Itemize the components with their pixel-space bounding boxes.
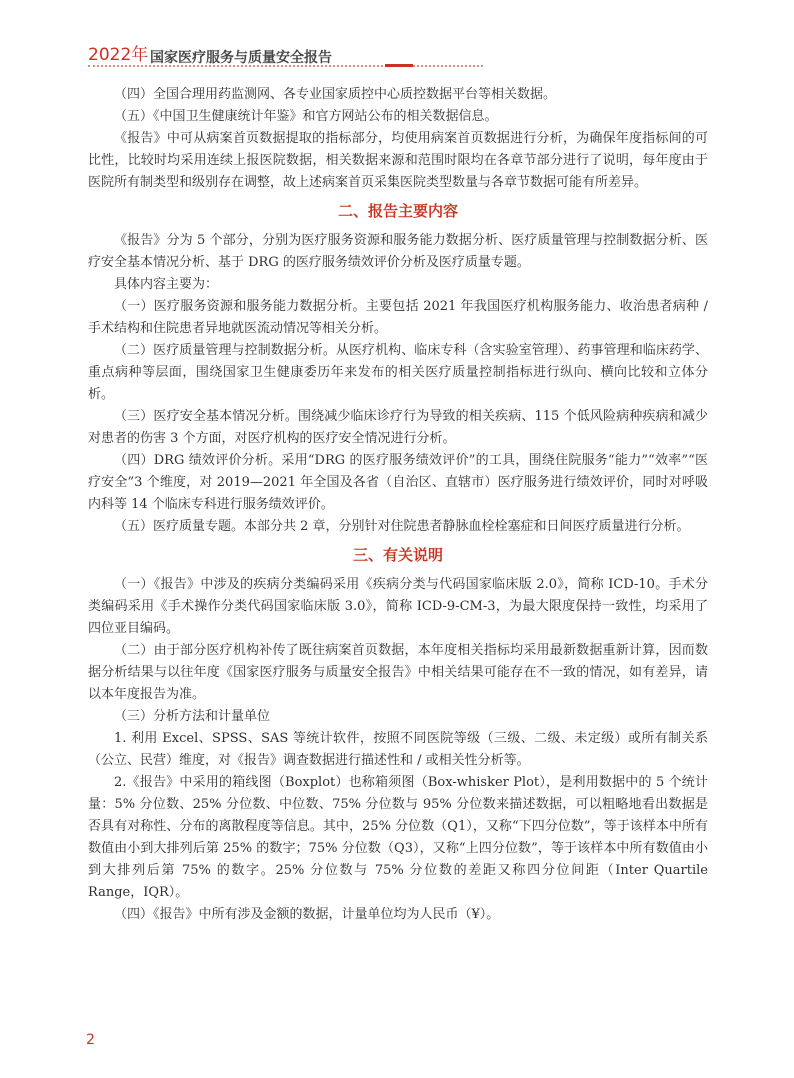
header-title: 国家医疗服务与质量安全报告 [150, 50, 332, 66]
paragraph: （一）《报告》中涉及的疾病分类编码采用《疾病分类与代码国家临床版 2.0》，简称 ICD-10。手术分类编码采用《手术操作分类代码国家临床版 3.0》，简称 ICD-9-CM-3，为最大限度保持一致性，均采用了四位亚目编码。 [88, 577, 708, 636]
page-number: 2 [86, 1032, 95, 1048]
running-header [88, 38, 708, 78]
paragraph: （四）全国合理用药监测网、各专业国家质控中心质控数据平台等相关数据。 [114, 87, 557, 102]
paragraph: （三）分析方法和计量单位 [114, 709, 271, 724]
section-heading-notes: 三、有关说明 [352, 546, 443, 564]
header-year: 2022年 [88, 45, 149, 65]
paragraph: 1. 利用 Excel、SPSS、SAS 等统计软件，按照不同医院等级（三级、二级、未定级）或所有制关系（公立、民营）维度，对《报告》调查数据进行描述性和 / 或相关性分析等。 [88, 731, 708, 768]
paragraph: （一）医疗服务资源和服务能力数据分析。主要包括 2021 年我国医疗机构服务能力、收治患者病种 / 手术结构和住院患者异地就医流动情况等相关分析。 [88, 299, 708, 336]
paragraph: 《报告》中可从病案首页数据提取的指标部分，均使用病案首页数据进行分析，为确保年度指标间的可比性，比较时均采用连续上报医院数据，相关数据来源和范围时限均在各章节部分进行了说明，每年度由于医院所有制类型和级别存在调整，故上述病案首页采集医院类型数量与各章节数据可能有所差异。 [88, 131, 708, 190]
paragraph: 具体内容主要为： [114, 277, 219, 292]
paragraph: （五）医疗质量专题。本部分共 2 章，分别针对住院患者静脉血栓栓塞症和日间医疗质量进行分析。 [114, 519, 690, 534]
header-dotted-rule [88, 65, 483, 67]
section-heading-main-content: 二、报告主要内容 [337, 202, 458, 220]
paragraph: （二）医疗质量管理与控制数据分析。从医疗机构、临床专科（含实验室管理）、药事管理和临床药学、重点病种等层面，围绕国家卫生健康委历年来发布的相关医疗质量控制指标进行纵向、横向比较和立体分析。 [88, 343, 708, 402]
page-body [88, 84, 708, 926]
paragraph: 《报告》分为 5 个部分，分别为医疗服务资源和服务能力数据分析、医疗质量管理与控制数据分析、医疗安全基本情况分析、基于 DRG 的医疗服务绩效评价分析及医疗质量专题。 [88, 233, 708, 270]
paragraph: （五）《中国卫生健康统计年鉴》和官方网站公布的相关数据信息。 [114, 109, 498, 124]
paragraph: （四）《报告》中所有涉及金额的数据，计量单位均为人民币（¥）。 [114, 907, 500, 922]
paragraph: （二）由于部分医疗机构补传了既往病案首页数据，本年度相关指标均采用最新数据重新计算，因而数据分析结果与以往年度《国家医疗服务与质量安全报告》中相关结果可能存在不一致的情况，如有差异，请以本年度报告为准。 [88, 643, 708, 702]
paragraph: （四）DRG 绩效评价分析。采用“DRG 的医疗服务绩效评价”的工具，围绕住院服务“能力”“效率”“医疗安全”3 个维度，对 2019—2021 年全国及各省（自治区、直辖市）医疗服务进行绩效评价，同时对呼吸内科等 14 个临床专科进行服务绩效评价。 [88, 453, 708, 512]
paragraph: （三）医疗安全基本情况分析。围绕减少临床诊疗行为导致的相关疾病、115 个低风险病种疾病和减少对患者的伤害 3 个方面，对医疗机构的医疗安全情况进行分析。 [88, 409, 708, 446]
paragraph: 2.《报告》中采用的箱线图（Boxplot）也称箱须图（Box-whisker Plot），是利用数据中的 5 个统计量：5% 分位数、25% 分位数、中位数、75% 分位数与 95% 分位数来描述数据，可以粗略地看出数据是否具有对称性、分布的离散程度等信息。其中，25% 分位数（Q1），又称“下四分位数”，等于该样本中所有数值由小到大排列后第 25% 的数字；75% 分位数（Q3），又称“上四分位数”，等于该样本中所有数值由小到大排列后第 75% 的数字。25% 分位数与 75% 分位数的差距又称四分位间距（Inter Quartile Range，IQR）。 [88, 775, 708, 900]
header-accent-bar [385, 64, 413, 67]
